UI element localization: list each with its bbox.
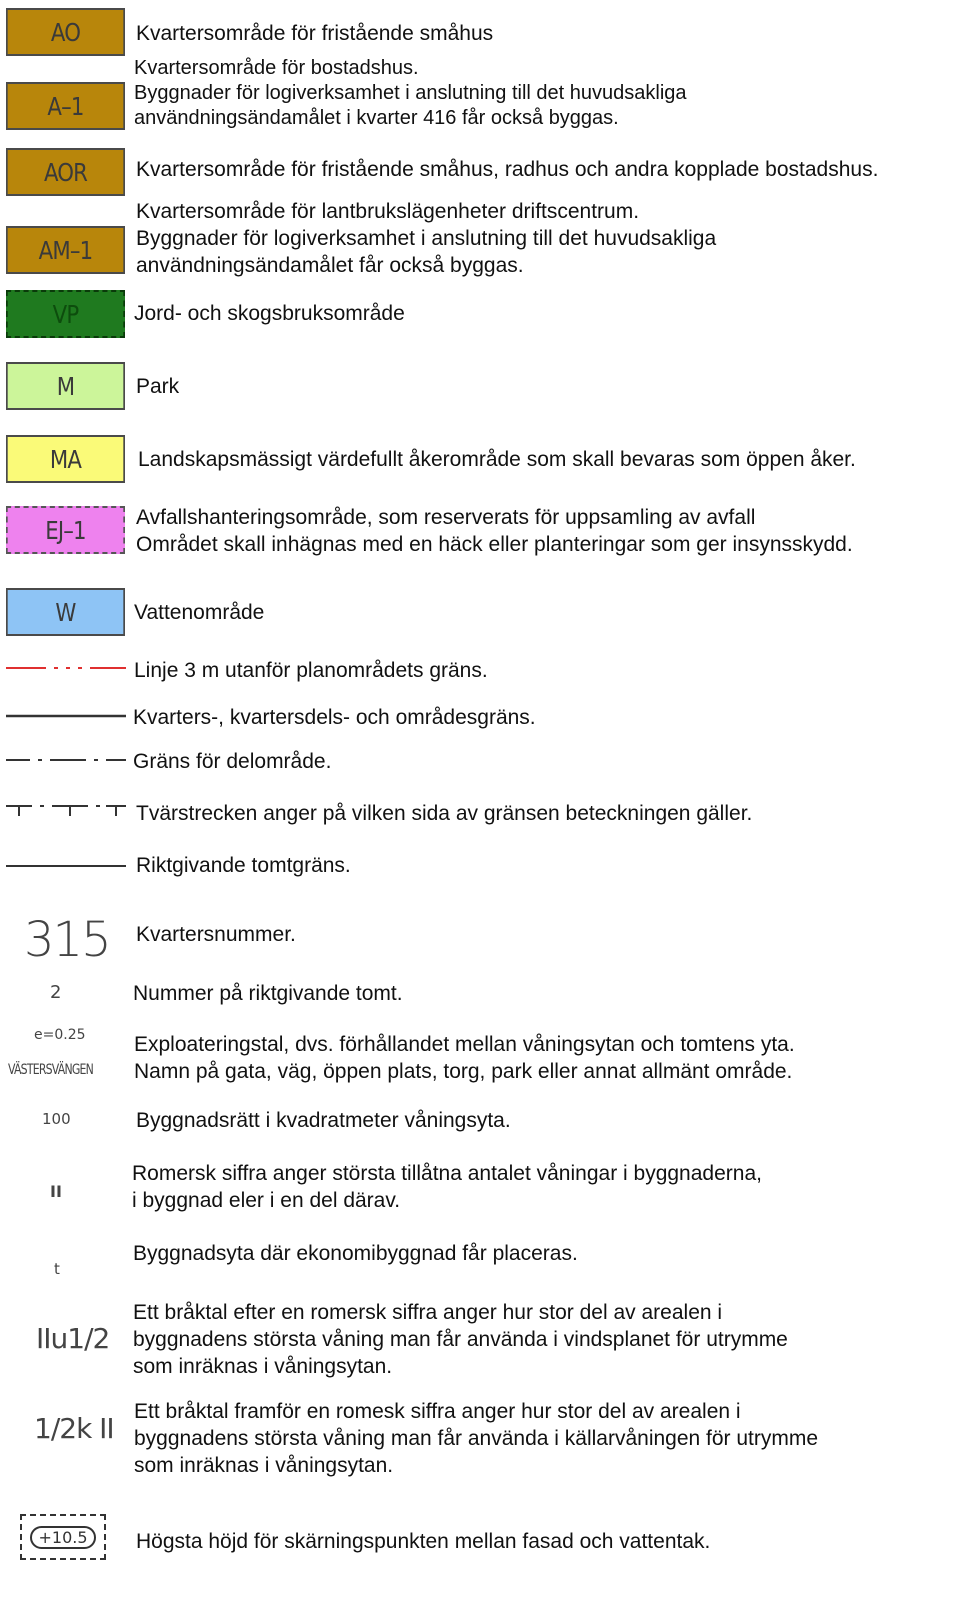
legend-label-ma: Landskapsmässigt värdefullt åkerområde som skall bevaras som öppen åker. — [138, 448, 856, 471]
line-label-block: Kvarters-, kvartersdels- och områdesgräns. — [133, 706, 536, 729]
exploitation-label: Exploateringstal, dvs. förhållandet mellan våningsytan och tomtens yta. — [134, 1033, 795, 1056]
legend-label-m: Park — [136, 375, 180, 398]
floors-label: Romersk siffra anger största tillåtna antalet våningar i byggnaderna, i byggnad eler i en del därav. — [132, 1162, 762, 1212]
building-right-symbol: 100 — [42, 1110, 71, 1128]
street-name-label: Namn på gata, väg, öppen plats, torg, park eller annat allmänt område. — [134, 1060, 793, 1083]
attic-fraction-label: Ett bråktal efter en romersk siffra anger hur stor del av arealen i byggnadens största våning man får använda i vindsplanet för utrymme som inräknas i våningsytan. — [133, 1301, 788, 1378]
plan-boundary-line-icon — [6, 660, 126, 676]
line-label-subarea: Gräns för delområde. — [133, 750, 332, 773]
legend-swatch-vp: VP — [6, 290, 125, 338]
legend-swatch-a1: A–1 — [6, 82, 125, 130]
legend-label-ao: Kvartersområde för fristående småhus — [136, 22, 494, 45]
legend-swatch-am1: AM–1 — [6, 226, 125, 274]
legend-swatch-w: W — [6, 588, 125, 636]
legend-label-a1: Kvartersområde för bostadshus. Byggnader för logiverksamhet i anslutning till det huvudsakliga användningsändamålet i kvarter 416 får också byggas. — [134, 57, 687, 129]
outbuilding-label: Byggnadsyta där ekonomibyggnad får placeras. — [133, 1242, 578, 1265]
legend-swatch-aor: AOR — [6, 148, 125, 196]
height-label: Högsta höjd för skärningspunkten mellan fasad och vattentak. — [136, 1530, 711, 1553]
exploitation-symbol: e=0.25 — [34, 1027, 86, 1043]
line-label-plan: Linje 3 m utanför planområdets gräns. — [134, 659, 488, 682]
basement-fraction-symbol: 1/2k II — [34, 1412, 114, 1445]
block-number-label: Kvartersnummer. — [136, 923, 296, 946]
plot-number-label: Nummer på riktgivande tomt. — [133, 982, 403, 1005]
line-label-side: Tvärstrecken anger på vilken sida av gränsen beteckningen gäller. — [136, 802, 753, 825]
legend-label-vp: Jord- och skogsbruksområde — [134, 302, 405, 325]
plot-number-symbol: 2 — [50, 982, 62, 1003]
street-name-symbol: VÄSTERSVÄNGEN — [8, 1062, 94, 1078]
height-symbol-value: +10.5 — [30, 1526, 95, 1549]
legend-swatch-ej1: EJ–1 — [6, 506, 125, 554]
legend-swatch-ma: MA — [6, 435, 125, 483]
building-right-label: Byggnadsrätt i kvadratmeter våningsyta. — [136, 1109, 511, 1132]
plot-boundary-line-icon — [6, 858, 126, 874]
legend-label-aor: Kvartersområde för fristående småhus, radhus och andra kopplade bostadshus. — [136, 158, 879, 181]
floors-symbol: II — [50, 1182, 62, 1201]
line-label-plot: Riktgivande tomtgräns. — [136, 854, 351, 877]
legend-label-ej1: Avfallshanteringsområde, som reserverats för uppsamling av avfall Området skall inhägnas med en häck eller planteringar som ger insynsskydd. — [136, 506, 853, 556]
height-symbol — [20, 1514, 106, 1560]
legend-swatch-m: M — [6, 362, 125, 410]
outbuilding-symbol: t — [54, 1260, 60, 1278]
side-marker-line-icon — [6, 800, 126, 820]
legend-label-w: Vattenområde — [134, 601, 265, 624]
attic-fraction-symbol: IIu1/2 — [36, 1322, 110, 1355]
subarea-boundary-line-icon — [6, 752, 126, 768]
legend-swatch-ao: AO — [6, 8, 125, 56]
block-boundary-line-icon — [6, 708, 126, 724]
block-number-symbol: 315 — [24, 912, 110, 968]
basement-fraction-label: Ett bråktal framför en romesk siffra anger hur stor del av arealen i byggnadens största våning man får använda i källarvåningen för utrymme som inräknas i våningsytan. — [134, 1400, 819, 1477]
legend-label-am1: Kvartersområde för lantbrukslägenheter driftscentrum. Byggnader för logiverksamhet i anslutning till det huvudsakliga användningsändamålet får också byggas. — [136, 200, 717, 277]
